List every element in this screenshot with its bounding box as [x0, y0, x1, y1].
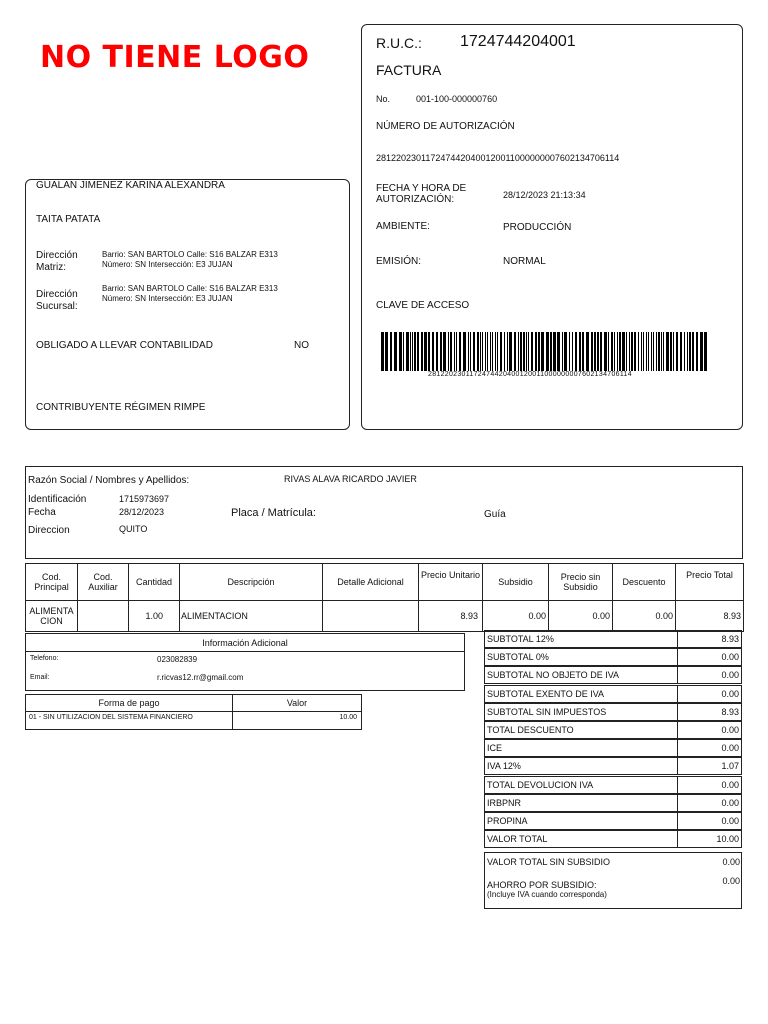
issuer-trade-name: TAITA PATATA [36, 214, 101, 225]
barcode-bar [468, 332, 469, 371]
cell-descuento: 0.00 [613, 601, 676, 632]
barcode-bar [463, 332, 466, 371]
barcode-bar [550, 332, 552, 371]
barcode-bar [594, 332, 596, 371]
barcode-bar [490, 332, 491, 371]
barcode-bar [696, 332, 698, 371]
subsidy-saving-label: AHORRO POR SUBSIDIO: [487, 880, 597, 890]
payment-value: 10.00 [233, 712, 362, 730]
barcode-bar [638, 332, 639, 371]
barcode-bar [406, 332, 409, 371]
header-detalle: Detalle Adicional [323, 564, 419, 601]
barcode-bar [600, 332, 602, 371]
totals-row [484, 703, 742, 721]
authorization-date-label-1: FECHA Y HORA DE [376, 183, 467, 194]
header-cod-principal: Cod. Principal [26, 564, 78, 601]
totals-label: ICE [487, 743, 503, 754]
header-precio-total: Precio Total [676, 564, 744, 601]
barcode-bar [663, 332, 664, 371]
barcode-bar [399, 332, 402, 371]
authorization-number: 2812202301172474420400120011000000007602134706114 [376, 153, 620, 163]
barcode-bar [432, 332, 434, 371]
barcode-bar [684, 332, 685, 371]
totals-value: 0.00 [677, 740, 741, 756]
barcode-bar [680, 332, 682, 371]
barcode-bar [385, 332, 388, 371]
barcode-bar [538, 332, 540, 371]
totals-label: SUBTOTAL 0% [487, 652, 549, 663]
barcode-bar [704, 332, 707, 371]
subsidy-total-label: VALOR TOTAL SIN SUBSIDIO [487, 857, 611, 867]
barcode-bar [579, 332, 581, 371]
cell-cod-auxiliar [78, 601, 129, 632]
header-cantidad: Cantidad [129, 564, 180, 601]
subsidy-saving-note: (Incluye IVA cuando corresponda) [487, 890, 607, 899]
sucursal-address-label-1: Dirección [36, 289, 78, 300]
phone-value: 023082839 [157, 655, 198, 664]
sucursal-address-label-2: Sucursal: [36, 301, 78, 312]
cell-precio-unitario: 8.93 [419, 601, 483, 632]
totals-value: 1.07 [677, 758, 741, 774]
totals-row [484, 630, 742, 648]
barcode-bar [656, 332, 657, 371]
barcode-bar [641, 332, 642, 371]
logo-placeholder-text: NO TIENE LOGO [40, 40, 310, 75]
totals-label: SUBTOTAL EXENTO DE IVA [487, 688, 605, 699]
header-descuento: Descuento [613, 564, 676, 601]
barcode-bar [614, 332, 615, 371]
barcode-bar [700, 332, 703, 371]
emission-label: EMISIÓN: [376, 256, 422, 267]
ruc-number: 1724744204001 [460, 33, 576, 50]
barcode-bar [597, 332, 599, 371]
totals-value: 8.93 [677, 631, 741, 647]
authorization-label: NÚMERO DE AUTORIZACIÓN [376, 121, 515, 132]
barcode-bar [523, 332, 525, 371]
totals-row [484, 648, 742, 666]
barcode-bar [487, 332, 488, 371]
barcode-bar [492, 332, 493, 371]
totals-value: 0.00 [677, 777, 741, 793]
barcode-bar [507, 332, 508, 371]
barcode-bar [477, 332, 479, 371]
barcode-bar [504, 332, 505, 371]
invoice-number-label: No. [376, 94, 391, 104]
totals-label: SUBTOTAL NO OBJETO DE IVA [487, 670, 620, 681]
barcode-bar [631, 332, 633, 371]
barcode-bar [480, 332, 481, 371]
matriz-address-label-2: Matriz: [36, 262, 66, 273]
totals-row [484, 794, 742, 812]
barcode-bar [473, 332, 475, 371]
totals-label: IRBPNR [487, 797, 522, 808]
barcode-bar [608, 332, 609, 371]
barcode-bar [390, 332, 392, 371]
payment-method-header: Forma de pago [26, 695, 233, 712]
totals-value: 0.00 [677, 667, 741, 683]
barcode-bar [651, 332, 652, 371]
barcode-bar [562, 332, 563, 371]
barcode-bar [381, 332, 384, 371]
totals-row [484, 685, 742, 703]
barcode-bar [687, 332, 688, 371]
barcode-bar [586, 332, 589, 371]
authorization-date-label-2: AUTORIZACIÓN: [376, 194, 455, 205]
cell-descripcion: ALIMENTACION [180, 601, 323, 632]
barcode-bar [541, 332, 544, 371]
barcode-bar [518, 332, 519, 371]
barcode-bar [643, 332, 644, 371]
totals-label: IVA 12% [487, 761, 521, 772]
table-row [26, 712, 362, 730]
barcode-bar [617, 332, 618, 371]
barcode-bar [528, 332, 529, 371]
barcode-bar [658, 332, 660, 371]
barcode-bar [564, 332, 567, 371]
barcode-bar [414, 332, 416, 371]
totals-label: SUBTOTAL 12% [487, 634, 554, 644]
items-table [25, 563, 744, 632]
barcode-bar [456, 332, 457, 371]
buyer-address-label: Direccion [28, 525, 70, 536]
barcode-bar [526, 332, 527, 371]
table-row [26, 601, 744, 632]
barcode-bar [670, 332, 672, 371]
totals-row [484, 721, 742, 739]
totals-value: 0.00 [677, 686, 741, 702]
ruc-label: R.U.C.: [376, 35, 422, 51]
header-precio-sin-subsidio: Precio sin Subsidio [549, 564, 613, 601]
buyer-date-label: Fecha [28, 507, 56, 518]
buyer-date: 28/12/2023 [119, 507, 165, 517]
barcode-bar [569, 332, 570, 371]
barcode-bar [417, 332, 419, 371]
barcode-bar [403, 332, 404, 371]
barcode-bar [482, 332, 483, 371]
plate-label: Placa / Matrícula: [231, 507, 316, 519]
authorization-date: 28/12/2023 21:13:34 [503, 190, 586, 200]
additional-info-header-line [25, 651, 465, 652]
totals-row [484, 739, 742, 757]
barcode-bar [520, 332, 522, 371]
items-header-row [26, 564, 744, 601]
environment-label: AMBIENTE: [376, 221, 430, 232]
barcode-bar [497, 332, 498, 371]
cell-precio-sin-subsidio: 0.00 [549, 601, 613, 632]
guide-label: Guía [484, 509, 506, 520]
barcode-bar [424, 332, 427, 371]
barcode-bar [450, 332, 452, 371]
barcode-bar [436, 332, 438, 371]
barcode-bar [470, 332, 471, 371]
barcode-bar [629, 332, 630, 371]
cell-precio-total: 8.93 [676, 601, 744, 632]
barcode [381, 332, 711, 371]
barcode-bar [634, 332, 636, 371]
cell-detalle [323, 601, 419, 632]
barcode-bar [428, 332, 430, 371]
totals-value: 0.00 [677, 795, 741, 811]
email-value: r.ricvas12.rr@gmail.com [157, 673, 244, 682]
tax-regime: CONTRIBUYENTE RÉGIMEN RIMPE [36, 402, 206, 413]
accounting-label: OBLIGADO A LLEVAR CONTABILIDAD [36, 340, 213, 351]
sucursal-address-line-2: Número: SN Intersección: E3 JUJAN [102, 294, 233, 303]
totals-label: SUBTOTAL SIN IMPUESTOS [487, 706, 607, 717]
barcode-bar [619, 332, 621, 371]
totals-value: 0.00 [677, 813, 741, 829]
buyer-address: QUITO [119, 524, 148, 534]
barcode-bar [485, 332, 486, 371]
barcode-bar [459, 332, 461, 371]
barcode-bar [673, 332, 674, 371]
buyer-name: RIVAS ALAVA RICARDO JAVIER [284, 474, 417, 484]
totals-value: 0.00 [677, 722, 741, 738]
accounting-value: NO [294, 340, 309, 351]
barcode-bar [661, 332, 662, 371]
barcode-bar [646, 332, 647, 371]
barcode-bar [443, 332, 446, 371]
barcode-bar [410, 332, 411, 371]
matriz-address-line-1: Barrio: SAN BARTOLO Calle: S16 BALZAR E313 [102, 250, 278, 259]
barcode-bar [604, 332, 607, 371]
barcode-bar [676, 332, 678, 371]
totals-label: PROPINA [487, 816, 528, 826]
barcode-bar [575, 332, 577, 371]
barcode-bar [440, 332, 442, 371]
barcode-bar [448, 332, 449, 371]
barcode-bar [622, 332, 625, 371]
buyer-id: 1715973697 [119, 494, 170, 504]
barcode-bar [509, 332, 512, 371]
subsidy-total-value: 0.00 [722, 857, 740, 867]
barcode-bar [591, 332, 593, 371]
invoice-number: 001-100-000000760 [416, 94, 498, 104]
totals-row [484, 757, 742, 775]
sucursal-address-line-1: Barrio: SAN BARTOLO Calle: S16 BALZAR E313 [102, 284, 278, 293]
matriz-address-label-1: Dirección [36, 250, 78, 261]
barcode-bar [692, 332, 694, 371]
barcode-text: 2812202301172474420400120011000000007602134706114 [428, 371, 632, 378]
environment-value: PRODUCCIÓN [503, 222, 572, 233]
barcode-bar [454, 332, 455, 371]
payment-value-header: Valor [233, 695, 362, 712]
barcode-bar [689, 332, 691, 371]
barcode-bar [553, 332, 556, 371]
totals-label: VALOR TOTAL [487, 834, 548, 845]
barcode-bar [546, 332, 549, 371]
payment-method: 01 - SIN UTILIZACION DEL SISTEMA FINANCIERO [26, 712, 233, 730]
barcode-bar [394, 332, 397, 371]
totals-value: 10.00 [677, 831, 741, 847]
barcode-bar [648, 332, 649, 371]
barcode-bar [626, 332, 627, 371]
barcode-bar [421, 332, 423, 371]
barcode-bar [653, 332, 654, 371]
access-key-label: CLAVE DE ACCESO [376, 300, 470, 311]
barcode-bar [557, 332, 560, 371]
cell-subsidio: 0.00 [483, 601, 549, 632]
totals-label: TOTAL DEVOLUCION IVA [487, 779, 594, 790]
cell-cod-principal: ALIMENTA CION [26, 601, 78, 632]
cell-cantidad: 1.00 [129, 601, 180, 632]
barcode-bar [582, 332, 584, 371]
totals-row [484, 830, 742, 848]
email-label: Email: [30, 674, 50, 681]
barcode-bar [666, 332, 669, 371]
totals-row [484, 812, 742, 830]
barcode-bar [535, 332, 537, 371]
barcode-bar [500, 332, 502, 371]
additional-info-title: Información Adicional [202, 638, 288, 648]
buyer-id-label: Identificación [28, 494, 87, 505]
emission-value: NORMAL [503, 256, 546, 267]
phone-label: Telefono: [30, 655, 59, 662]
totals-value: 8.93 [677, 704, 741, 720]
totals-row [484, 776, 742, 794]
document-type: FACTURA [376, 62, 442, 78]
matriz-address-line-2: Número: SN Intersección: E3 JUJAN [102, 260, 233, 269]
subsidy-saving-value: 0.00 [722, 876, 740, 886]
issuer-name: GUALAN JIMENEZ KARINA ALEXANDRA [36, 180, 225, 191]
barcode-bar [531, 332, 533, 371]
barcode-bar [495, 332, 496, 371]
header-cod-auxiliar: Cod. Auxiliar [78, 564, 129, 601]
header-subsidio: Subsidio [483, 564, 549, 601]
payment-table [25, 694, 362, 730]
buyer-name-label: Razón Social / Nombres y Apellidos: [28, 475, 190, 486]
barcode-bar [611, 332, 613, 371]
barcode-bar [572, 332, 573, 371]
header-descripcion: Descripción [180, 564, 323, 601]
totals-label: TOTAL DESCUENTO [487, 725, 574, 735]
header-precio-unitario: Precio Unitario [419, 564, 483, 601]
barcode-bar [514, 332, 516, 371]
barcode-bar [412, 332, 413, 371]
totals-row [484, 666, 742, 684]
payment-header-row [26, 695, 362, 712]
totals-value: 0.00 [677, 649, 741, 665]
